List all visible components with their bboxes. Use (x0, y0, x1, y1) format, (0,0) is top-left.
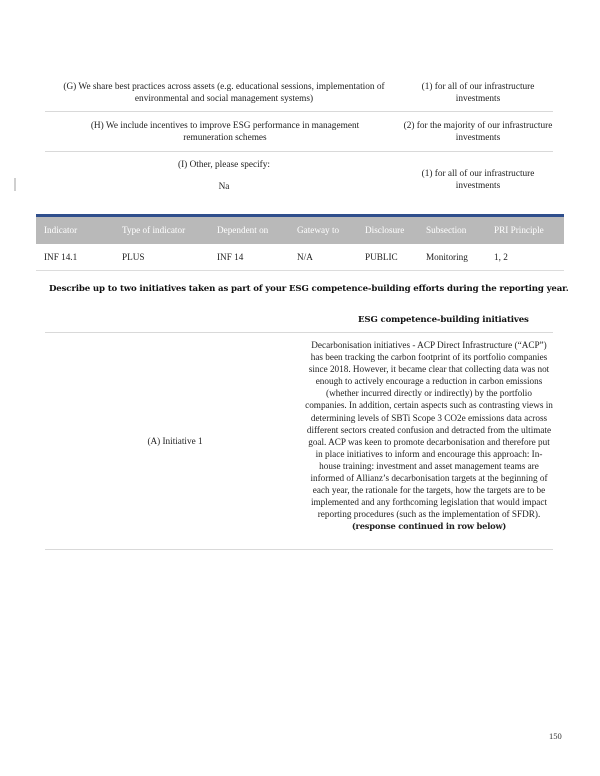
continuation-note: (response continued in row below) (351, 521, 507, 532)
option-row-h (45, 111, 553, 152)
option-i-specify-value: Na (218, 182, 230, 192)
indicator-table-header (36, 217, 564, 244)
initiatives-table-header (45, 306, 553, 333)
value-pri-principle: 1, 2 (494, 252, 508, 262)
value-disclosure: PUBLIC (365, 252, 398, 262)
option-row-i (45, 151, 553, 203)
initiatives-header-label: ESG competence-building initiatives (358, 315, 529, 325)
initiative-response-text: Decarbonisation initiatives - ACP Direct Infrastructure (“ACP”) has been tracking the carbon footprint of its portfolio companies since 2018. However, it became clear that collecting data was not enough to actively encourage a reduction in carbon emissions (whether incurred directly or indirectly) by the portfolio companies. In addition, certain aspects such as contrasting views in determining levels of SBTi Scope 3 CO2e emissions data across different sectors created confusion and detracted from the ultimate goal. ACP was keen to promote decarbonisation and therefore put in place initiatives to inform and encourage this approach: In-house training: investment and asset management teams are informed of Allianz’s decarbonisation targets at the beginning of each year, the rationale for the targets, how the targets are to be implemented and any forthcoming legislation that would impact reporting procedures (such as the implementation of SFDR). (305, 340, 553, 520)
option-g-answer: (1) for all of our infrastructure investments (421, 82, 535, 104)
question-text: Describe up to two initiatives taken as part of your ESG competence-building efforts during the reporting year. (49, 284, 569, 294)
initiative-label: (A) Initiative 1 (147, 436, 203, 446)
value-dependent-on: INF 14 (217, 252, 244, 262)
value-subsection: Monitoring (426, 252, 468, 262)
initiative-response (305, 339, 553, 533)
initiative-row (45, 332, 553, 550)
header-pri-principle: PRI Principle (494, 225, 544, 235)
indicator-table-row (36, 244, 564, 271)
header-indicator: Indicator (44, 225, 78, 235)
option-row-g (45, 74, 553, 112)
header-subsection: Subsection (426, 225, 467, 235)
value-indicator: INF 14.1 (44, 252, 78, 262)
value-type-of-indicator: PLUS (122, 252, 145, 262)
header-dependent-on: Dependent on (217, 225, 269, 235)
header-type-of-indicator: Type of indicator (122, 225, 186, 235)
option-i-answer: (1) for all of our infrastructure investments (421, 169, 535, 191)
option-h-text: (H) We include incentives to improve ESG performance in management remuneration schemes (90, 121, 360, 143)
value-gateway-to: N/A (297, 252, 313, 262)
text-field-marker (14, 178, 16, 191)
header-gateway-to: Gateway to (297, 225, 340, 235)
option-g-text: (G) We share best practices across assets (e.g. educational sessions, implementation of environmental and social management systems) (63, 82, 385, 104)
option-h-answer: (2) for the majority of our infrastructure investments (403, 121, 553, 143)
option-i-text: (I) Other, please specify: (177, 160, 271, 170)
header-disclosure: Disclosure (365, 225, 405, 235)
page-number: 150 (549, 731, 562, 741)
